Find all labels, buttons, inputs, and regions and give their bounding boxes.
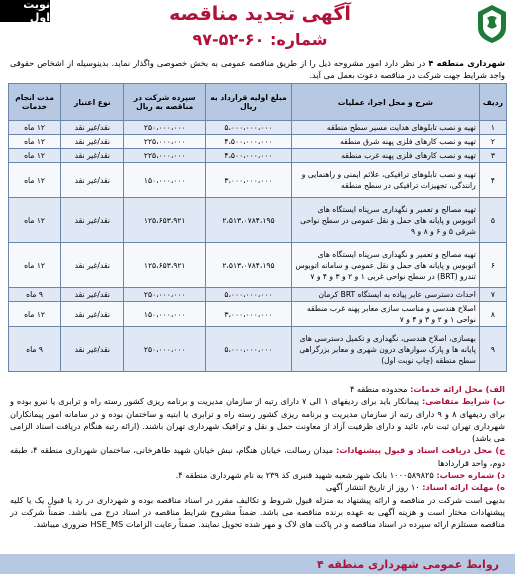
intro-paragraph: شهرداری منطقه ۴ در نظر دارد امور مشروحه ذیل را از طریق مناقصه عمومی به بخش خصوصی واگذار نماید. بدینوسیله از اشخاص حقوقی واجد شرایط جهت شرکت در مناقصه دعوت بعمل می آید. — [10, 58, 505, 80]
table-row: ۸ اصلاح هندسی و مناسب سازی معابر پهنه غرب منطقه نواحی ۱ و ۲ و ۳ و ۴ و ۷ ۳،۰۰۰،۰۰۰،۰۰۰ ۱۵۰،۰۰۰،۰۰۰ نقد/غیر نقد ۱۲ ماه — [9, 302, 507, 327]
header-base-amount: مبلغ اولیه قرارداد به ریال — [205, 84, 291, 121]
tender-terms — [10, 383, 505, 531]
edition-badge: نوبت اول — [0, 0, 50, 22]
term-account-number: د) شماره حساب: ۱۰۰۰۵۸۹۸۲۵ بانک شهر شعبه شهید قنبری کد ۲۳۹ به نام شهرداری منطقه ۴. — [175, 470, 505, 481]
table-row: ۵ تهیه مصالح و تعمیر و نگهداری سرپناه ایستگاه های اتوبوس و پایانه های حمل و نقل عمومی در سطح نواحی شرقی ۵ و ۶ و ۸ و ۹ ۲،۵۱۳،۰۷۸۴،۱۹۵ ۱۲۵،۶۵۳،۹۲۱ نقد/غیر نقد ۱۲ ماه — [9, 198, 507, 243]
table-row: ۷ احداث دسترسی عابر پیاده به ایستگاه BRT کرمان ۵،۰۰۰،۰۰۰،۰۰۰ ۲۵۰،۰۰۰،۰۰۰ نقد/غیر نقد ۹ ماه — [9, 288, 507, 302]
table-row: ۶ تهیه مصالح و تعمیر و نگهداری سرپناه ایستگاه های اتوبوس و پایانه های حمل و نقل عمومی و سامانه اتوبوس تندرو (BRT) در سطح نواحی غربی ۱ و ۲ و ۳ و ۴ و ۷ ۲،۵۱۳،۰۷۸۴،۱۹۵ ۱۲۵،۶۵۳،۹۲۱ نقد/غیر نقد ۱۲ ماه — [9, 243, 507, 288]
header-row-no: ردیف — [479, 84, 506, 121]
term-document-location: ج) محل دریافت اسناد و قبول پیشنهادات: میدان رسالت، خیابان هنگام، نبش خیابان شهید طاهرخانی، ساختمان شهرداری منطقه ۴، طبقه دوم، واحد قراردادها — [10, 445, 505, 468]
term-service-location: الف) محل ارائه خدمات: محدوده منطقه ۴ — [349, 384, 505, 394]
header-duration: مدت انجام خدمات — [9, 84, 61, 121]
term-general: بدیهی است شرکت در مناقصه و ارائه پیشنهاد به منزله قبول شروط و تکالیف مقرر در اسناد مناقصه بوده و شهرداری در رد یا قبول یک یا کلیه پیشنهادات مختار است و هزینه آگهی به عهده برنده مناقصه می باشد. ضمناً مشروح شرایط مناقصه در اسناد درج می باشد. ضمناً شرکت در مناقصه مستلزم ارائه سپرده در اسناد مناقصه و در پاکت های لاک و مهر شده تحویل نمایند. ضمناً رعایت الزامات HSE_MS ضروری میباشد. — [10, 494, 505, 530]
footer-bar — [0, 554, 515, 574]
notice-number: شماره: ۹۷-۵۲-۶۰ — [192, 30, 328, 49]
header-deposit: سپرده شرکت در مناقصه به ریال — [124, 84, 205, 121]
notice-title: آگهی تجدید مناقصه — [169, 3, 351, 25]
table-row: ۲ تهیه و نصب کارهای فلزی پهنه شرق منطقه ۴،۵۰۰،۰۰۰،۰۰۰ ۲۲۵،۰۰۰،۰۰۰ نقد/غیر نقد ۱۲ ماه — [9, 135, 507, 149]
header-description: شرح و محل اجرا، عملیات — [291, 84, 479, 121]
footer-public-relations: روابط عمومی شهرداری منطقه ۴ — [317, 557, 499, 571]
table-row: ۳ تهیه و نصب کارهای فلزی پهنه غرب منطقه ۴،۵۰۰،۰۰۰،۰۰۰ ۲۲۵،۰۰۰،۰۰۰ نقد/غیر نقد ۱۲ ماه — [9, 149, 507, 163]
table-row: ۱ تهیه و نصب تابلوهای هدایت مسیر سطح منطقه ۵،۰۰۰،۰۰۰،۰۰۰ ۲۵۰،۰۰۰،۰۰۰ نقد/غیر نقد ۱۲ ماه — [9, 121, 507, 135]
table-row: ۹ بهسازی، اصلاح هندسی، نگهداری و تکمیل دسترسی های پایانه ها و پارک سوارهای درون شهری و معابر بزرگراهی سطح منطقه (چاپ نوبت اول) ۵،۰۰۰،۰۰۰،۰۰۰ ۲۵۰،۰۰۰،۰۰۰ نقد/غیر نقد ۹ ماه — [9, 327, 507, 372]
municipality-logo-icon — [475, 4, 509, 44]
tender-items-table — [8, 83, 507, 372]
header-credit-type: نوع اعتبار — [61, 84, 124, 121]
table-row: ۴ تهیه و نصب تابلوهای ترافیکی، علائم ایمنی و راهنمایی و رانندگی، تجهیزات ترافیکی در سطح منطقه ۳،۰۰۰،۰۰۰،۰۰۰ ۱۵۰،۰۰۰،۰۰۰ نقد/غیر نقد ۱۲ ماه — [9, 163, 507, 198]
term-requirements: ب) شرایط متقاضی: پیمانکار باید برای ردیفهای ۱ الی ۷ دارای رتبه از سازمان مدیریت و برنامه ریزی کشور رسته راه و ترابری یا نیرو بوده و برای ردیفهای ۸ و ۹ دارای رتبه از سازمان مدیریت و برنامه ریزی کشور رسته راه و ترابری یا ابنیه و ساختمان بوده و در سامانه امور پیمانکاران شهرداری تهران ثبت نام، تائید و دارای ظرفیت آزاد از معاونت حمل و نقل و ترافیک شهرداری تهران باشند. (ارائه رتبه هنگام دریافت اسناد الزامی می باشد) — [10, 396, 505, 444]
table-header-row — [9, 84, 507, 121]
term-deadline: ه) مهلت ارائه اسناد: ۱۰ روز از تاریخ انتشار آگهی — [325, 482, 505, 493]
